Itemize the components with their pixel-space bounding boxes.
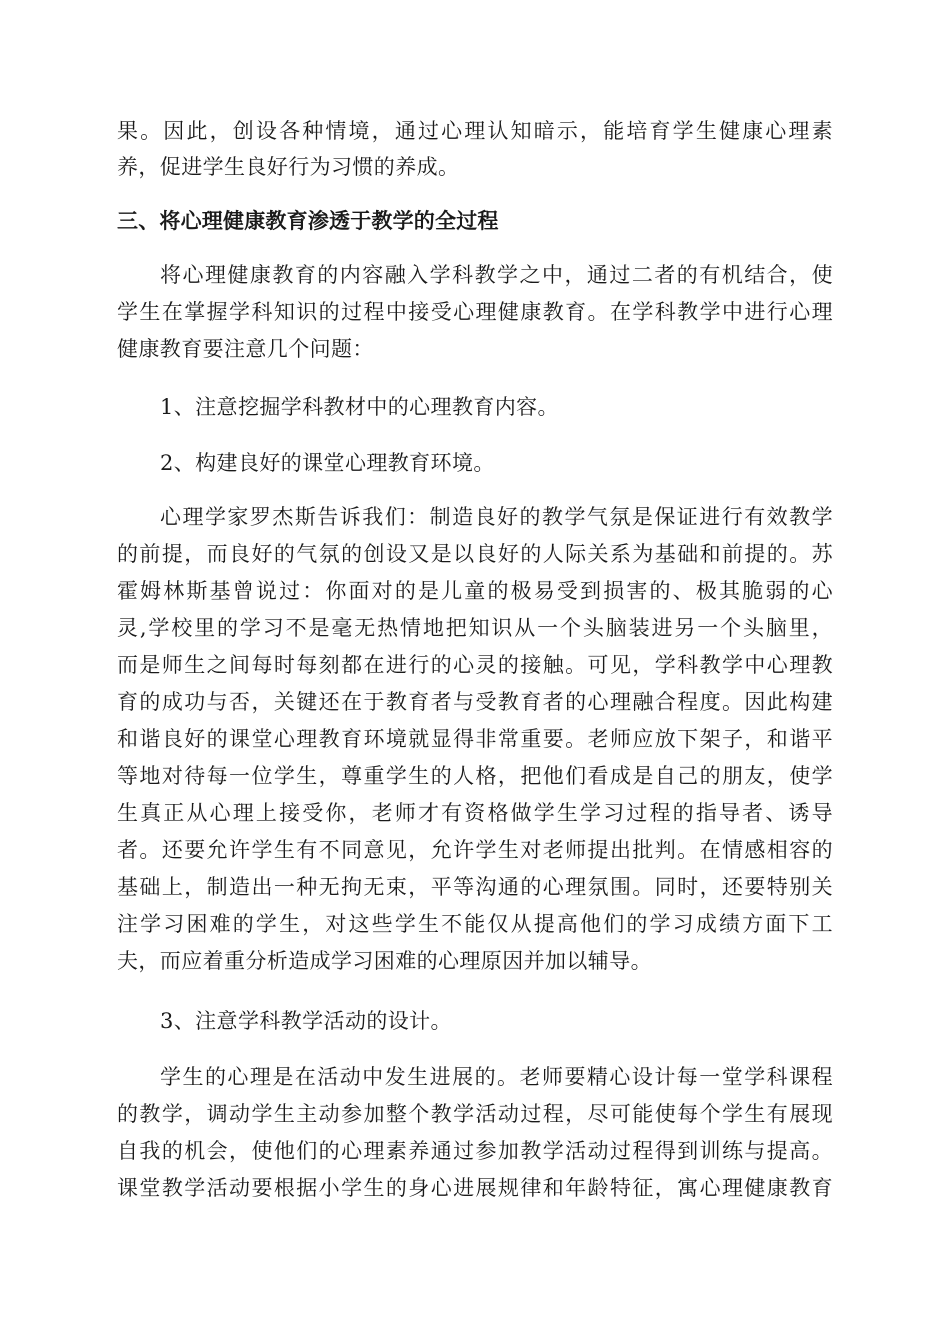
paragraph-line: 将心理健康教育的内容融入学科教学之中，通过二者的有机结合，使 <box>160 263 833 287</box>
paragraph-line: 者。还要允许学生有不同意见，允许学生对老师提出批判。在情感相容的 <box>117 838 833 862</box>
paragraph-line: 灵,学校里的学习不是毫无热情地把知识从一个头脑装进另一个头脑里， <box>117 616 833 640</box>
paragraph-line: 的教学，调动学生主动参加整个教学活动过程，尽可能使每个学生有展现 <box>117 1102 833 1126</box>
paragraph-line: 养，促进学生良好行为习惯的养成。 <box>117 155 460 179</box>
paragraph-line: 注学习困难的学生，对这些学生不能仅从提高他们的学习成绩方面下工 <box>117 912 833 936</box>
paragraph-line: 和谐良好的课堂心理教育环境就显得非常重要。老师应放下架子，和谐平 <box>117 727 833 751</box>
paragraph-line: 等地对待每一位学生，尊重学生的人格，把他们看成是自己的朋友，使学 <box>117 764 833 788</box>
paragraph-line: 课堂教学活动要根据小学生的身心进展规律和年龄特征，寓心理健康教育 <box>117 1176 833 1200</box>
list-item: 1、注意挖掘学科教材中的心理教育内容。 <box>160 395 559 419</box>
paragraph-line: 霍姆林斯基曾说过：你面对的是儿童的极易受到损害的、极其脆弱的心 <box>117 579 833 603</box>
paragraph-line: 学生在掌握学科知识的过程中接受心理健康教育。在学科教学中进行心理 <box>117 300 833 324</box>
paragraph-line: 健康教育要注意几个问题： <box>117 337 374 361</box>
paragraph-line: 育的成功与否，关键还在于教育者与受教育者的心理融合程度。因此构建 <box>117 690 833 714</box>
paragraph-line: 果。因此，创设各种情境，通过心理认知暗示，能培育学生健康心理素 <box>117 119 833 143</box>
paragraph-line: 而是师生之间每时每刻都在进行的心灵的接触。可见，学科教学中心理教 <box>117 653 833 677</box>
paragraph-line: 自我的机会，使他们的心理素养通过参加教学活动过程得到训练与提高。 <box>117 1139 833 1163</box>
paragraph-line: 的前提，而良好的气氛的创设又是以良好的人际关系为基础和前提的。苏 <box>117 542 833 566</box>
list-item: 2、构建良好的课堂心理教育环境。 <box>160 451 495 475</box>
paragraph-line: 基础上，制造出一种无拘无束，平等沟通的心理氛围。同时，还要特别关 <box>117 875 833 899</box>
list-item: 3、注意学科教学活动的设计。 <box>160 1009 452 1033</box>
section-heading: 三、将心理健康教育渗透于教学的全过程 <box>117 209 499 233</box>
paragraph-line: 生真正从心理上接受你，老师才有资格做学生学习过程的指导者、诱导 <box>117 801 833 825</box>
paragraph-line: 学生的心理是在活动中发生进展的。老师要精心设计每一堂学科课程 <box>160 1065 833 1089</box>
paragraph-line: 心理学家罗杰斯告诉我们：制造良好的教学气氛是保证进行有效教学 <box>160 505 833 529</box>
paragraph-line: 夫，而应着重分析造成学习困难的心理原因并加以辅导。 <box>117 949 652 973</box>
